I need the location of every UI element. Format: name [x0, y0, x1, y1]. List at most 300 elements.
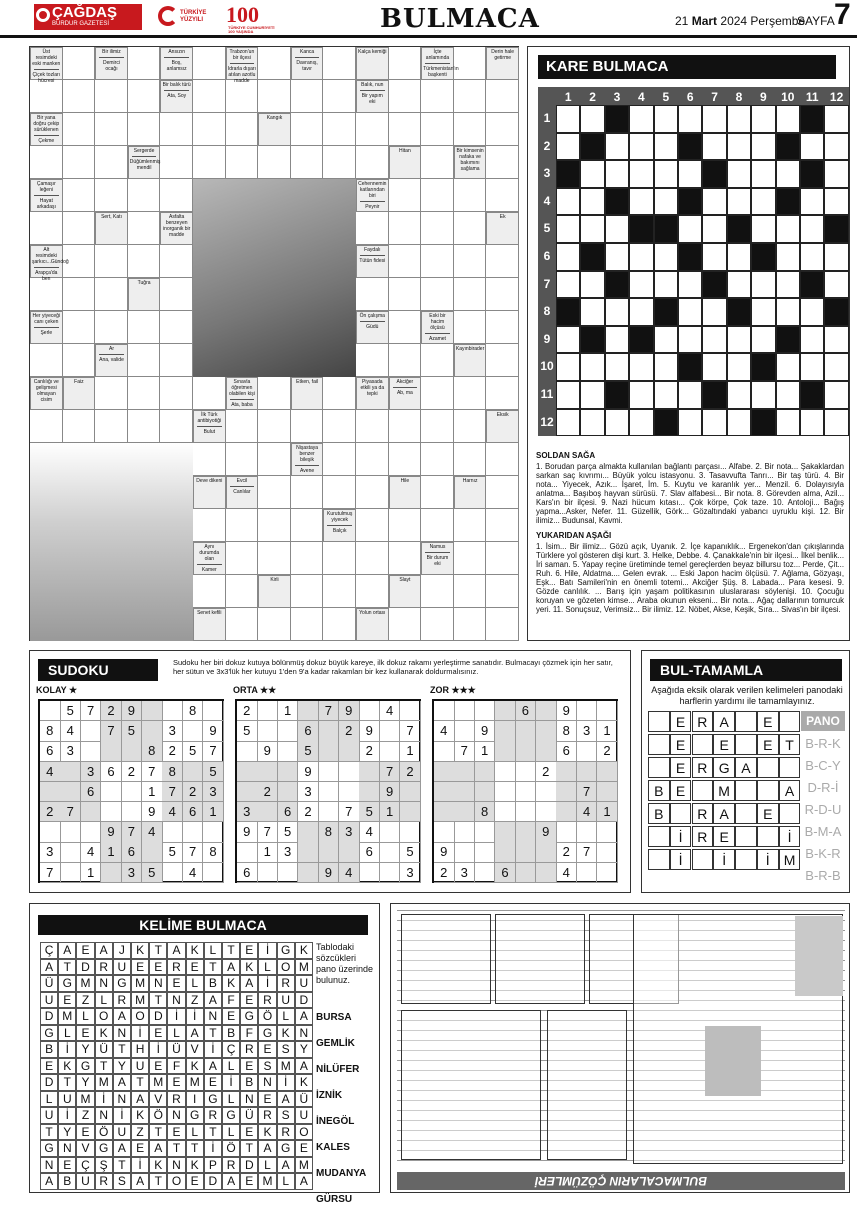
- kare-cell[interactable]: [824, 160, 848, 188]
- bul-tamamla-cell[interactable]: [735, 803, 757, 824]
- sudoku-cell[interactable]: 1: [278, 701, 299, 721]
- word-search-cell[interactable]: T: [113, 1157, 131, 1174]
- word-search-cell[interactable]: R: [240, 1041, 258, 1058]
- word-search-cell[interactable]: K: [222, 975, 240, 992]
- sudoku-cell[interactable]: 7: [339, 802, 360, 822]
- word-search-cell[interactable]: İ: [167, 1008, 185, 1025]
- word-search-cell[interactable]: T: [167, 1140, 185, 1157]
- kare-cell[interactable]: [678, 381, 702, 409]
- word-search-cell[interactable]: A: [131, 1091, 149, 1108]
- kare-cell[interactable]: [776, 298, 800, 326]
- word-search-cell[interactable]: M: [58, 1008, 76, 1025]
- word-search-cell[interactable]: Z: [186, 992, 204, 1009]
- word-search-cell[interactable]: Ü: [40, 975, 58, 992]
- word-search-cell[interactable]: N: [240, 1091, 258, 1108]
- crossword-cell[interactable]: [160, 245, 193, 278]
- crossword-cell[interactable]: [486, 377, 519, 410]
- word-search-cell[interactable]: N: [149, 975, 167, 992]
- bul-tamamla-cell[interactable]: E: [757, 803, 779, 824]
- sudoku-cell[interactable]: 9: [319, 863, 340, 883]
- sudoku-cell[interactable]: [319, 721, 340, 741]
- sudoku-cell[interactable]: [400, 822, 421, 842]
- sudoku-cell[interactable]: 8: [203, 842, 224, 862]
- crossword-cell[interactable]: [454, 410, 487, 443]
- kare-cell[interactable]: [751, 160, 775, 188]
- word-search-cell[interactable]: N: [95, 975, 113, 992]
- kare-cell[interactable]: [776, 160, 800, 188]
- sudoku-cell[interactable]: 2: [183, 782, 204, 802]
- kare-cell[interactable]: [654, 243, 678, 271]
- word-search-cell[interactable]: K: [58, 1058, 76, 1075]
- sudoku-cell[interactable]: 7: [60, 802, 81, 822]
- crossword-cell[interactable]: [454, 542, 487, 575]
- crossword-cell[interactable]: [160, 278, 193, 311]
- sudoku-cell[interactable]: 5: [359, 802, 380, 822]
- word-search-cell[interactable]: İ: [95, 1091, 113, 1108]
- word-search-cell[interactable]: A: [295, 1058, 313, 1075]
- crossword-cell[interactable]: [95, 113, 128, 146]
- crossword-cell[interactable]: [421, 179, 454, 212]
- kare-cell[interactable]: [727, 409, 751, 437]
- sudoku-cell[interactable]: [597, 842, 618, 862]
- kare-cell[interactable]: [629, 353, 653, 381]
- crossword-cell[interactable]: [193, 575, 226, 608]
- kare-cell[interactable]: [556, 105, 580, 133]
- sudoku-cell[interactable]: [475, 863, 496, 883]
- word-search-cell[interactable]: T: [240, 1140, 258, 1157]
- word-search-cell[interactable]: H: [131, 1041, 149, 1058]
- crossword-cell[interactable]: [323, 608, 356, 641]
- sudoku-cell[interactable]: 3: [40, 842, 61, 862]
- sudoku-cell[interactable]: [237, 762, 258, 782]
- word-search-cell[interactable]: K: [240, 959, 258, 976]
- sudoku-cell[interactable]: [257, 701, 278, 721]
- crossword-cell[interactable]: [421, 377, 454, 410]
- sudoku-cell[interactable]: [577, 762, 598, 782]
- crossword-cell[interactable]: [258, 443, 291, 476]
- crossword-cell[interactable]: [258, 146, 291, 179]
- sudoku-cell[interactable]: 4: [556, 863, 577, 883]
- kare-cell[interactable]: [824, 188, 848, 216]
- word-search-cell[interactable]: İ: [277, 1074, 295, 1091]
- word-search-cell[interactable]: L: [204, 942, 222, 959]
- word-search-cell[interactable]: A: [186, 1025, 204, 1042]
- bul-tamamla-cell[interactable]: [648, 849, 670, 870]
- sudoku-cell[interactable]: [434, 701, 455, 721]
- crossword-cell[interactable]: [389, 410, 422, 443]
- word-search-cell[interactable]: Ş: [95, 1157, 113, 1174]
- sudoku-cell[interactable]: [475, 782, 496, 802]
- kare-cell[interactable]: [678, 160, 702, 188]
- sudoku-cell[interactable]: 6: [556, 741, 577, 761]
- word-search-cell[interactable]: K: [95, 1025, 113, 1042]
- sudoku-cell[interactable]: 7: [257, 822, 278, 842]
- bul-tamamla-cell[interactable]: E: [757, 734, 779, 755]
- word-search-cell[interactable]: R: [277, 975, 295, 992]
- word-search-cell[interactable]: İ: [113, 1107, 131, 1124]
- kare-cell[interactable]: [727, 105, 751, 133]
- kare-cell[interactable]: [824, 271, 848, 299]
- sudoku-cell[interactable]: [339, 741, 360, 761]
- crossword-cell[interactable]: [486, 311, 519, 344]
- sudoku-cell[interactable]: [597, 762, 618, 782]
- crossword-cell[interactable]: [128, 344, 161, 377]
- word-search-cell[interactable]: M: [131, 975, 149, 992]
- sudoku-cell[interactable]: 7: [162, 782, 183, 802]
- word-search-cell[interactable]: A: [222, 1173, 240, 1190]
- kare-cell[interactable]: [727, 271, 751, 299]
- sudoku-cell[interactable]: [237, 741, 258, 761]
- sudoku-cell[interactable]: 9: [339, 701, 360, 721]
- word-search-cell[interactable]: Ö: [222, 1140, 240, 1157]
- crossword-cell[interactable]: [193, 443, 226, 476]
- sudoku-cell[interactable]: [495, 822, 516, 842]
- sudoku-cell[interactable]: 9: [475, 721, 496, 741]
- bul-tamamla-cell[interactable]: [735, 734, 757, 755]
- word-search-cell[interactable]: T: [204, 1025, 222, 1042]
- crossword-cell[interactable]: [454, 80, 487, 113]
- sudoku-cell[interactable]: [475, 822, 496, 842]
- crossword-cell[interactable]: [95, 377, 128, 410]
- word-search-cell[interactable]: E: [76, 1124, 94, 1141]
- crossword-cell[interactable]: [356, 278, 389, 311]
- crossword-cell[interactable]: [30, 344, 63, 377]
- kare-cell[interactable]: [580, 160, 604, 188]
- bul-tamamla-cell[interactable]: [648, 826, 670, 847]
- sudoku-cell[interactable]: [577, 741, 598, 761]
- crossword-cell[interactable]: [454, 47, 487, 80]
- crossword-cell[interactable]: [323, 80, 356, 113]
- sudoku-cell[interactable]: [380, 822, 401, 842]
- word-search-cell[interactable]: A: [222, 959, 240, 976]
- crossword-cell[interactable]: [160, 179, 193, 212]
- sudoku-cell[interactable]: 7: [380, 762, 401, 782]
- kare-cell[interactable]: [580, 298, 604, 326]
- crossword-cell[interactable]: [291, 608, 324, 641]
- word-search-cell[interactable]: Z: [131, 1124, 149, 1141]
- crossword-cell[interactable]: [291, 509, 324, 542]
- crossword-cell[interactable]: [291, 542, 324, 575]
- word-search-cell[interactable]: A: [295, 1008, 313, 1025]
- sudoku-cell[interactable]: 7: [454, 741, 475, 761]
- kare-cell[interactable]: [580, 215, 604, 243]
- word-search-cell[interactable]: T: [204, 1124, 222, 1141]
- sudoku-cell[interactable]: [454, 701, 475, 721]
- crossword-cell[interactable]: [291, 80, 324, 113]
- word-search-cell[interactable]: U: [113, 959, 131, 976]
- sudoku-cell[interactable]: 3: [454, 863, 475, 883]
- word-search-cell[interactable]: G: [258, 1025, 276, 1042]
- word-search-cell[interactable]: D: [240, 1157, 258, 1174]
- word-search-cell[interactable]: L: [76, 1008, 94, 1025]
- sudoku-cell[interactable]: [162, 863, 183, 883]
- word-search-cell[interactable]: B: [58, 1173, 76, 1190]
- sudoku-cell[interactable]: 4: [339, 863, 360, 883]
- word-search-cell[interactable]: M: [149, 1074, 167, 1091]
- sudoku-cell[interactable]: 9: [257, 741, 278, 761]
- sudoku-cell[interactable]: [454, 721, 475, 741]
- word-search-cell[interactable]: U: [295, 1107, 313, 1124]
- word-search-cell[interactable]: K: [295, 1074, 313, 1091]
- bul-tamamla-cell[interactable]: [779, 803, 801, 824]
- kare-cell[interactable]: [800, 243, 824, 271]
- crossword-cell[interactable]: [63, 278, 96, 311]
- crossword-cell[interactable]: [323, 443, 356, 476]
- word-search-cell[interactable]: Z: [76, 1107, 94, 1124]
- word-search-cell[interactable]: N: [40, 1157, 58, 1174]
- sudoku-cell[interactable]: [597, 782, 618, 802]
- sudoku-cell[interactable]: 6: [81, 782, 102, 802]
- kare-cell[interactable]: [800, 188, 824, 216]
- word-search-cell[interactable]: Ü: [167, 1041, 185, 1058]
- bul-tamamla-cell[interactable]: İ: [670, 826, 692, 847]
- word-search-cell[interactable]: İ: [258, 975, 276, 992]
- word-search-cell[interactable]: İ: [258, 942, 276, 959]
- kare-cell[interactable]: [556, 381, 580, 409]
- kare-cell[interactable]: [702, 188, 726, 216]
- sudoku-cell[interactable]: [380, 721, 401, 741]
- word-search-cell[interactable]: T: [113, 1041, 131, 1058]
- word-search-cell[interactable]: Ü: [95, 1041, 113, 1058]
- kare-cell[interactable]: [556, 215, 580, 243]
- word-search-cell[interactable]: A: [277, 1157, 295, 1174]
- bul-tamamla-cell[interactable]: [648, 734, 670, 755]
- sudoku-cell[interactable]: 2: [237, 701, 258, 721]
- sudoku-cell[interactable]: 2: [101, 701, 122, 721]
- crossword-cell[interactable]: [486, 443, 519, 476]
- word-search-cell[interactable]: L: [167, 1025, 185, 1042]
- crossword-cell[interactable]: [486, 245, 519, 278]
- word-search-cell[interactable]: A: [277, 1091, 295, 1108]
- sudoku-cell[interactable]: 3: [81, 762, 102, 782]
- word-search-cell[interactable]: R: [167, 1091, 185, 1108]
- sudoku-cell[interactable]: [454, 782, 475, 802]
- sudoku-cell[interactable]: [454, 762, 475, 782]
- bul-tamamla-cell[interactable]: E: [670, 780, 692, 801]
- sudoku-cell[interactable]: [516, 863, 537, 883]
- crossword-cell[interactable]: [389, 311, 422, 344]
- sudoku-cell[interactable]: [81, 822, 102, 842]
- word-search-cell[interactable]: E: [258, 1091, 276, 1108]
- sudoku-cell[interactable]: 3: [278, 842, 299, 862]
- word-search-cell[interactable]: S: [277, 1107, 295, 1124]
- sudoku-cell[interactable]: [298, 822, 319, 842]
- kare-cell[interactable]: [605, 160, 629, 188]
- word-search-cell[interactable]: T: [149, 1124, 167, 1141]
- kare-cell[interactable]: [580, 271, 604, 299]
- crossword-cell[interactable]: [454, 278, 487, 311]
- word-search-cell[interactable]: O: [295, 1124, 313, 1141]
- word-search-cell[interactable]: N: [113, 1091, 131, 1108]
- sudoku-cell[interactable]: 9: [237, 822, 258, 842]
- kare-cell[interactable]: [824, 326, 848, 354]
- word-search-cell[interactable]: R: [95, 1173, 113, 1190]
- word-search-cell[interactable]: E: [131, 1140, 149, 1157]
- sudoku-cell[interactable]: [183, 822, 204, 842]
- word-search-cell[interactable]: Ç: [40, 942, 58, 959]
- kare-cell[interactable]: [800, 353, 824, 381]
- crossword-cell[interactable]: [356, 344, 389, 377]
- kare-cell[interactable]: [605, 409, 629, 437]
- sudoku-cell[interactable]: 7: [183, 842, 204, 862]
- crossword-cell[interactable]: [356, 542, 389, 575]
- sudoku-cell[interactable]: 9: [380, 782, 401, 802]
- sudoku-cell[interactable]: [597, 822, 618, 842]
- sudoku-cell[interactable]: [81, 741, 102, 761]
- crossword-cell[interactable]: [389, 212, 422, 245]
- crossword-cell[interactable]: [356, 410, 389, 443]
- sudoku-cell[interactable]: 6: [495, 863, 516, 883]
- crossword-cell[interactable]: [193, 47, 226, 80]
- word-search-cell[interactable]: T: [58, 959, 76, 976]
- word-search-cell[interactable]: E: [186, 959, 204, 976]
- bul-tamamla-cell[interactable]: E: [713, 734, 735, 755]
- sudoku-cell[interactable]: [536, 863, 557, 883]
- word-search-cell[interactable]: G: [240, 1008, 258, 1025]
- word-search-cell[interactable]: T: [149, 942, 167, 959]
- kare-cell[interactable]: [702, 353, 726, 381]
- bul-tamamla-cell[interactable]: E: [670, 757, 692, 778]
- crossword-cell[interactable]: [226, 80, 259, 113]
- sudoku-cell[interactable]: 7: [400, 721, 421, 741]
- crossword-cell[interactable]: [63, 47, 96, 80]
- bul-tamamla-cell[interactable]: B: [648, 780, 670, 801]
- bul-tamamla-cell[interactable]: İ: [713, 849, 735, 870]
- sudoku-cell[interactable]: 2: [536, 762, 557, 782]
- crossword-cell[interactable]: [323, 146, 356, 179]
- word-search-cell[interactable]: G: [277, 942, 295, 959]
- word-search-cell[interactable]: N: [58, 1140, 76, 1157]
- crossword-cell[interactable]: [258, 542, 291, 575]
- sudoku-cell[interactable]: [380, 741, 401, 761]
- kare-cell[interactable]: [580, 353, 604, 381]
- sudoku-cell[interactable]: [40, 822, 61, 842]
- kare-cell[interactable]: [629, 133, 653, 161]
- crossword-cell[interactable]: [421, 509, 454, 542]
- newspaper-logo[interactable]: [34, 4, 142, 30]
- sudoku-cell[interactable]: 8: [40, 721, 61, 741]
- crossword-cell[interactable]: [63, 80, 96, 113]
- word-search-cell[interactable]: A: [40, 1173, 58, 1190]
- sudoku-cell[interactable]: [495, 842, 516, 862]
- crossword-cell[interactable]: [323, 113, 356, 146]
- kare-cell[interactable]: [702, 409, 726, 437]
- crossword-cell[interactable]: [421, 476, 454, 509]
- word-search-cell[interactable]: R: [95, 959, 113, 976]
- word-search-cell[interactable]: M: [295, 1157, 313, 1174]
- word-search-cell[interactable]: U: [295, 975, 313, 992]
- crossword-cell[interactable]: [95, 245, 128, 278]
- crossword-cell[interactable]: [193, 377, 226, 410]
- word-search-cell[interactable]: N: [204, 1008, 222, 1025]
- sudoku-cell[interactable]: 9: [122, 701, 143, 721]
- sudoku-cell[interactable]: [319, 802, 340, 822]
- sudoku-cell[interactable]: [339, 762, 360, 782]
- word-search-cell[interactable]: V: [149, 1091, 167, 1108]
- word-search-cell[interactable]: D: [76, 959, 94, 976]
- sudoku-cell[interactable]: 4: [40, 762, 61, 782]
- word-search-cell[interactable]: A: [113, 1074, 131, 1091]
- word-search-cell[interactable]: L: [222, 1124, 240, 1141]
- crossword-cell[interactable]: [389, 113, 422, 146]
- word-search-cell[interactable]: E: [167, 1124, 185, 1141]
- crossword-cell[interactable]: [454, 311, 487, 344]
- word-search-cell[interactable]: E: [149, 1025, 167, 1042]
- crossword-cell[interactable]: [95, 311, 128, 344]
- kare-cell[interactable]: [629, 105, 653, 133]
- word-search-cell[interactable]: L: [277, 1173, 295, 1190]
- word-search-cell[interactable]: Ü: [240, 1107, 258, 1124]
- sudoku-cell[interactable]: [183, 762, 204, 782]
- sudoku-cell[interactable]: [40, 701, 61, 721]
- word-search-cell[interactable]: S: [277, 1041, 295, 1058]
- sudoku-cell[interactable]: 5: [203, 762, 224, 782]
- sudoku-cell[interactable]: [536, 782, 557, 802]
- sudoku-cell[interactable]: 8: [475, 802, 496, 822]
- crossword-cell[interactable]: [356, 113, 389, 146]
- sudoku-cell[interactable]: [339, 782, 360, 802]
- sudoku-cell[interactable]: [359, 863, 380, 883]
- crossword-cell[interactable]: [226, 146, 259, 179]
- sudoku-cell[interactable]: [257, 802, 278, 822]
- sudoku-cell[interactable]: [536, 741, 557, 761]
- sudoku-cell[interactable]: [475, 701, 496, 721]
- crossword-cell[interactable]: [454, 575, 487, 608]
- sudoku-cell[interactable]: [203, 701, 224, 721]
- kare-cell[interactable]: [556, 271, 580, 299]
- crossword-cell[interactable]: [291, 146, 324, 179]
- word-search-cell[interactable]: K: [131, 1107, 149, 1124]
- word-search-cell[interactable]: İ: [204, 1041, 222, 1058]
- word-search-cell[interactable]: E: [186, 1173, 204, 1190]
- kare-cell[interactable]: [678, 298, 702, 326]
- sudoku-cell[interactable]: [536, 721, 557, 741]
- bul-tamamla-cell[interactable]: R: [692, 711, 714, 732]
- sudoku-cell[interactable]: [516, 842, 537, 862]
- word-search-cell[interactable]: L: [258, 1157, 276, 1174]
- word-search-cell[interactable]: A: [204, 1058, 222, 1075]
- word-search-cell[interactable]: L: [95, 992, 113, 1009]
- sudoku-cell[interactable]: [203, 822, 224, 842]
- sudoku-cell[interactable]: [319, 741, 340, 761]
- sudoku-cell[interactable]: 9: [434, 842, 455, 862]
- word-search-cell[interactable]: Y: [295, 1041, 313, 1058]
- crossword-cell[interactable]: [128, 212, 161, 245]
- sudoku-cell[interactable]: 3: [203, 782, 224, 802]
- sudoku-cell[interactable]: 5: [122, 721, 143, 741]
- crossword-cell[interactable]: [454, 113, 487, 146]
- word-search-cell[interactable]: G: [113, 975, 131, 992]
- word-search-cell[interactable]: B: [240, 1074, 258, 1091]
- kare-cell[interactable]: [751, 298, 775, 326]
- bul-tamamla-cell[interactable]: [692, 780, 714, 801]
- word-search-cell[interactable]: B: [40, 1041, 58, 1058]
- sudoku-cell[interactable]: 9: [142, 802, 163, 822]
- kare-cell[interactable]: [580, 188, 604, 216]
- sudoku-cell[interactable]: 3: [237, 802, 258, 822]
- sudoku-cell[interactable]: 3: [60, 741, 81, 761]
- kare-cell[interactable]: [751, 271, 775, 299]
- word-search-cell[interactable]: E: [131, 959, 149, 976]
- word-search-cell[interactable]: L: [222, 1091, 240, 1108]
- word-search-cell[interactable]: N: [167, 1157, 185, 1174]
- word-search-cell[interactable]: N: [167, 992, 185, 1009]
- bul-tamamla-cell[interactable]: [735, 826, 757, 847]
- sudoku-cell[interactable]: [237, 842, 258, 862]
- sudoku-cell[interactable]: [278, 782, 299, 802]
- crossword-cell[interactable]: [389, 509, 422, 542]
- crossword-cell[interactable]: [258, 47, 291, 80]
